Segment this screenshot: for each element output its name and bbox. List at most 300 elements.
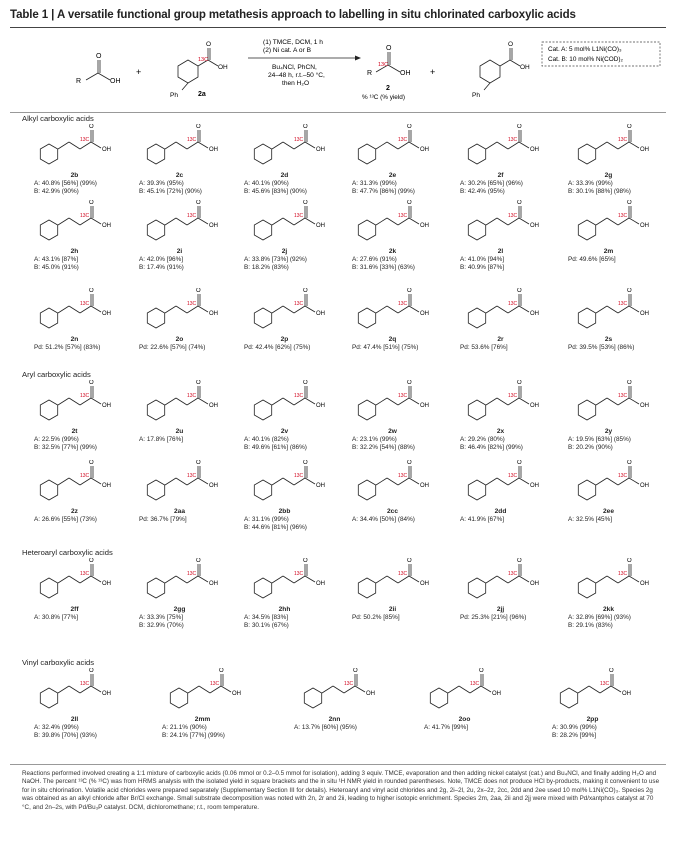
compound-2r — [448, 288, 553, 352]
structure-2k — [343, 200, 443, 248]
svg-text:13C: 13C — [79, 301, 89, 307]
svg-text:O: O — [88, 668, 94, 674]
svg-text:13C: 13C — [397, 393, 407, 399]
compound-2e — [340, 124, 445, 197]
svg-text:13C: 13C — [617, 571, 627, 577]
compound-id: 2p — [280, 336, 289, 343]
svg-text:13C: 13C — [507, 393, 517, 399]
foot-rule — [10, 764, 666, 765]
structure-2cc — [343, 460, 443, 508]
yield-b: B: 49.6% [61%] (86%) — [244, 444, 307, 452]
svg-text:OH: OH — [639, 483, 649, 489]
plus-sign-2: + — [430, 67, 436, 77]
yield-a: A: 40.1% (82%) — [244, 436, 289, 444]
compound-2x — [448, 380, 553, 453]
product-caption: % ¹³C (% yield) — [362, 94, 405, 101]
structure-2jj — [451, 558, 551, 606]
compound-id: 2b — [70, 172, 79, 179]
svg-text:O: O — [88, 124, 94, 130]
compound-2u — [127, 380, 232, 444]
yield-a: A: 30.2% [65%] (96%) — [460, 180, 523, 188]
compound-id: 2hh — [278, 606, 291, 613]
svg-text:13C: 13C — [617, 137, 627, 143]
section-aryl: Aryl carboxylic acids — [22, 370, 91, 379]
compound-id: 2i — [176, 248, 183, 255]
svg-text:13C: 13C — [617, 301, 627, 307]
svg-text:OH: OH — [101, 581, 111, 587]
yield-a: A: 13.7% [60%] (95%) — [294, 724, 357, 732]
yield-a: A: 41.9% [67%] — [460, 516, 505, 524]
svg-text:13C: 13C — [79, 681, 89, 687]
svg-text:OH: OH — [208, 223, 218, 229]
svg-text:OH: OH — [419, 311, 429, 317]
svg-text:O: O — [195, 288, 201, 294]
svg-text:O: O — [88, 558, 94, 564]
svg-text:O: O — [302, 380, 308, 386]
structure-2j — [235, 200, 335, 248]
cat-b: Cat. B: 10 mol% Ni(COD)₂ — [548, 56, 623, 63]
section-alkyl: Alkyl carboxylic acids — [22, 114, 94, 123]
yield-a: A: 32.5% [45%] — [568, 516, 613, 524]
svg-text:13C: 13C — [79, 473, 89, 479]
structure-2gg — [130, 558, 230, 606]
svg-text:O: O — [195, 380, 201, 386]
yield-a: A: 33.3% [75%] — [139, 614, 184, 622]
svg-text:O: O — [218, 668, 224, 674]
compound-2h — [22, 200, 127, 273]
yield-a: A: 19.5% [63%] (85%) — [568, 436, 631, 444]
compound-2l — [448, 200, 553, 273]
compound-2b — [22, 124, 127, 197]
structure-2h — [25, 200, 125, 248]
svg-text:13C: 13C — [186, 571, 196, 577]
svg-text:13C: 13C — [293, 473, 303, 479]
svg-text:OH: OH — [208, 311, 218, 317]
svg-text:OH: OH — [101, 403, 111, 409]
compound-id: 2aa — [173, 508, 185, 515]
structure-2hh — [235, 558, 335, 606]
compound-2s — [556, 288, 661, 352]
compound-id: 2n — [70, 336, 79, 343]
yield-a: A: 26.6% [55%] (73%) — [34, 516, 97, 524]
svg-text:OH: OH — [101, 311, 111, 317]
svg-text:13C: 13C — [397, 213, 407, 219]
yield-a: A: 22.5% (99%) — [34, 436, 79, 444]
svg-text:OH: OH — [101, 691, 111, 697]
yield-a: A: 34.4% [50%] (84%) — [352, 516, 415, 524]
compound-id: 2g — [604, 172, 613, 179]
yield-b: B: 32.5% [77%] (99%) — [34, 444, 97, 452]
svg-text:O: O — [626, 124, 632, 130]
svg-text:13C: 13C — [79, 213, 89, 219]
yield-b: B: 30.1% [88%] (98%) — [568, 188, 631, 196]
yield-a: Pd: 39.5% [53%] (86%) — [568, 344, 635, 352]
compound-2i — [127, 200, 232, 273]
svg-text:OH: OH — [529, 147, 539, 153]
compound-id: 2ee — [602, 508, 614, 515]
yield-a: A: 39.3% (95%) — [139, 180, 184, 188]
structure-2ee — [559, 460, 659, 508]
yield-a: A: 30.8% [77%] — [34, 614, 79, 622]
compound-2o — [127, 288, 232, 352]
yield-b: B: 47.7% [86%] (99%) — [352, 188, 415, 196]
product-id: 2 — [386, 85, 390, 92]
yield-a: A: 31.3% (99%) — [352, 180, 397, 188]
structure-2mm — [153, 668, 253, 716]
svg-text:13C: 13C — [186, 301, 196, 307]
structure-2ff — [25, 558, 125, 606]
yield-a: Pd: 25.3% [21%] (96%) — [460, 614, 527, 622]
yield-a: A: 29.2% (80%) — [460, 436, 505, 444]
svg-text:OH: OH — [639, 581, 649, 587]
reagent-oh: OH — [218, 64, 228, 71]
svg-text:O: O — [302, 558, 308, 564]
svg-text:13C: 13C — [293, 137, 303, 143]
yield-b: B: 31.6% [33%] (63%) — [352, 264, 415, 272]
compound-id: 2pp — [586, 716, 599, 723]
compound-id: 2q — [388, 336, 397, 343]
compound-id: 2dd — [494, 508, 507, 515]
compound-2y — [556, 380, 661, 453]
yield-a: Pd: 42.4% [62%] (75%) — [244, 344, 311, 352]
svg-text:O: O — [88, 460, 94, 466]
svg-text:OH: OH — [315, 403, 325, 409]
svg-text:O: O — [88, 380, 94, 386]
yield-a: A: 31.1% (99%) — [244, 516, 289, 524]
section-vinyl: Vinyl carboxylic acids — [22, 658, 95, 667]
yield-a: Pd: 22.6% [57%] (74%) — [139, 344, 206, 352]
yield-a: A: 17.8% [76%] — [139, 436, 184, 444]
svg-text:O: O — [516, 460, 522, 466]
byproduct — [480, 48, 520, 90]
svg-text:OH: OH — [529, 311, 539, 317]
svg-text:O: O — [302, 460, 308, 466]
svg-text:OH: OH — [529, 223, 539, 229]
compound-2gg — [127, 558, 232, 631]
yield-a: Pd: 50.2% [85%] — [352, 614, 400, 622]
svg-text:OH: OH — [639, 147, 649, 153]
structure-2ii — [343, 558, 443, 606]
compound-id: 2mm — [194, 716, 211, 723]
yield-b: B: 44.6% [81%] (96%) — [244, 524, 307, 532]
yield-b: B: 45.1% [72%] (90%) — [139, 188, 202, 196]
svg-text:13C: 13C — [293, 301, 303, 307]
yield-a: A: 34.5% [83%] — [244, 614, 289, 622]
yield-a: A: 33.3% (99%) — [568, 180, 613, 188]
compound-2ii — [340, 558, 445, 622]
svg-text:O: O — [406, 288, 412, 294]
svg-text:OH: OH — [315, 581, 325, 587]
yield-a: Pd: 51.2% [57%] (83%) — [34, 344, 101, 352]
compound-id: 2k — [388, 248, 397, 255]
structure-2w — [343, 380, 443, 428]
svg-text:13C: 13C — [79, 571, 89, 577]
svg-text:O: O — [406, 200, 412, 206]
yield-a: A: 41.7% [99%] — [424, 724, 469, 732]
svg-text:O: O — [88, 288, 94, 294]
svg-text:O: O — [626, 460, 632, 466]
svg-text:O: O — [516, 124, 522, 130]
section-heteroaryl: Heteroaryl carboxylic acids — [22, 548, 113, 557]
yield-b: B: 18.2% (83%) — [244, 264, 289, 272]
svg-text:OH: OH — [639, 223, 649, 229]
svg-text:O: O — [406, 558, 412, 564]
structure-2kk — [559, 558, 659, 606]
compound-2ee — [556, 460, 661, 524]
svg-text:O: O — [406, 124, 412, 130]
structure-2v — [235, 380, 335, 428]
svg-text:OH: OH — [419, 403, 429, 409]
structure-2bb — [235, 460, 335, 508]
svg-text:OH: OH — [419, 147, 429, 153]
yield-b: B: 42.9% (90%) — [34, 188, 79, 196]
svg-text:OH: OH — [419, 581, 429, 587]
table-title: Table 1 | A versatile functional group metathesis approach to labelling in situ chlorinated carboxylic acids — [10, 9, 576, 21]
yield-a: A: 33.8% [73%] (92%) — [244, 256, 307, 264]
svg-text:OH: OH — [419, 483, 429, 489]
compound-2w — [340, 380, 445, 453]
svg-text:O: O — [626, 288, 632, 294]
yield-a: A: 42.0% [96%] — [139, 256, 184, 264]
product-oh: OH — [400, 70, 411, 77]
compound-2hh — [232, 558, 337, 631]
yield-a: Pd: 53.6% [76%] — [460, 344, 508, 352]
svg-text:13C: 13C — [507, 213, 517, 219]
compound-id: 2s — [604, 336, 613, 343]
yield-b: B: 39.8% [70%] (93%) — [34, 732, 97, 740]
svg-text:13C: 13C — [507, 137, 517, 143]
structure-2n — [25, 288, 125, 336]
structure-2c — [130, 124, 230, 172]
structure-2o — [130, 288, 230, 336]
compound-id: 2w — [388, 428, 397, 435]
byproduct-o: O — [508, 41, 514, 48]
compound-2g — [556, 124, 661, 197]
compound-id: 2v — [280, 428, 289, 435]
svg-text:13C: 13C — [507, 301, 517, 307]
yield-a: Pd: 49.6% [65%] — [568, 256, 616, 264]
svg-text:O: O — [302, 288, 308, 294]
structure-2d — [235, 124, 335, 172]
reactant-oh: OH — [110, 78, 121, 85]
compound-2n — [22, 288, 127, 352]
svg-text:OH: OH — [315, 147, 325, 153]
structure-2i — [130, 200, 230, 248]
structure-2e — [343, 124, 443, 172]
svg-text:OH: OH — [208, 483, 218, 489]
svg-text:O: O — [478, 668, 484, 674]
reagent-2a — [178, 48, 218, 90]
yield-a: A: 30.9% (99%) — [552, 724, 597, 732]
yield-b: B: 30.1% (67%) — [244, 622, 289, 630]
compound-2j — [232, 200, 337, 273]
svg-text:O: O — [195, 124, 201, 130]
reactant-o: O — [96, 53, 102, 60]
reactant-r: R — [76, 78, 82, 85]
structure-2u — [130, 380, 230, 428]
svg-text:13C: 13C — [397, 473, 407, 479]
reagent-id: 2a — [198, 91, 206, 98]
svg-text:OH: OH — [101, 483, 111, 489]
compound-2ff — [22, 558, 127, 622]
structure-2m — [559, 200, 659, 248]
compound-id: 2o — [175, 336, 184, 343]
svg-text:OH: OH — [208, 403, 218, 409]
svg-text:13C: 13C — [79, 137, 89, 143]
yield-a: A: 32.8% [69%] (93%) — [568, 614, 631, 622]
compound-2pp — [540, 668, 645, 741]
compound-id: 2h — [70, 248, 79, 255]
svg-text:O: O — [195, 460, 201, 466]
yield-a: A: 23.1% (99%) — [352, 436, 397, 444]
structure-2g — [559, 124, 659, 172]
structure-2l — [451, 200, 551, 248]
yield-b: B: 24.1% [77%] (99%) — [162, 732, 225, 740]
svg-text:13C: 13C — [617, 393, 627, 399]
yield-b: B: 40.9% [87%] — [460, 264, 505, 272]
yield-b: B: 17.4% (91%) — [139, 264, 184, 272]
compound-2k — [340, 200, 445, 273]
compound-id: 2c — [175, 172, 184, 179]
compound-2kk — [556, 558, 661, 631]
svg-text:13C: 13C — [293, 571, 303, 577]
svg-text:OH: OH — [491, 691, 501, 697]
svg-text:OH: OH — [315, 311, 325, 317]
cat-a: Cat. A: 5 mol% L1Ni(CO)₃ — [548, 46, 622, 53]
compound-2q — [340, 288, 445, 352]
yield-a: A: 43.1% [87%] — [34, 256, 79, 264]
yield-a: Pd: 36.7% [79%] — [139, 516, 187, 524]
structure-2y — [559, 380, 659, 428]
svg-text:OH: OH — [419, 223, 429, 229]
product-13c: 13C — [378, 62, 389, 68]
cond-2: (2) Ni cat. A or B — [263, 47, 312, 54]
byproduct-ph: Ph — [472, 92, 480, 99]
svg-text:OH: OH — [315, 223, 325, 229]
compound-id: 2u — [175, 428, 184, 435]
compound-id: 2ii — [388, 606, 397, 613]
svg-text:13C: 13C — [186, 213, 196, 219]
yield-b: B: 45.6% [83%] (90%) — [244, 188, 307, 196]
yield-b: B: 29.1% (83%) — [568, 622, 613, 630]
svg-text:OH: OH — [208, 581, 218, 587]
compound-2d — [232, 124, 337, 197]
svg-text:O: O — [406, 460, 412, 466]
compound-id: 2r — [497, 336, 504, 343]
compound-id: 2oo — [458, 716, 471, 723]
scheme-rule — [10, 112, 666, 113]
yield-a: A: 21.1% (90%) — [162, 724, 207, 732]
compound-id: 2gg — [173, 606, 186, 613]
yield-a: A: 40.1% (90%) — [244, 180, 289, 188]
svg-text:OH: OH — [365, 691, 375, 697]
reaction-scheme — [10, 30, 666, 110]
plus-sign-1: + — [136, 67, 142, 77]
compound-2bb — [232, 460, 337, 533]
structure-2oo — [415, 668, 515, 716]
svg-text:O: O — [626, 200, 632, 206]
yield-a: A: 32.4% (99%) — [34, 724, 79, 732]
compound-id: 2ll — [70, 716, 79, 723]
svg-text:13C: 13C — [599, 681, 609, 687]
compound-id: 2z — [71, 508, 78, 515]
svg-text:OH: OH — [101, 223, 111, 229]
svg-text:OH: OH — [208, 147, 218, 153]
svg-text:13C: 13C — [507, 571, 517, 577]
footnote: Reactions performed involved creating a 1:1 mixture of carboxylic acids (0.06 mmol or 0.2–0.5 mmol for isolation), adding 3 equiv. TMCE, evaporation and then adding nickel catalyst (cat.) and Bu₄NCl, and finally adding H₂O and NaOH. The percent ¹³C (% ¹³C) was from HRMS analysis with the isolated yield in square brackets and the in situ ¹H NMR yield in rounded parentheses. Note, TMCE does not produce HCl by-products, making it convenient to use for in situ chlorination. Volatile acid chlorides were prepared separately (Supplementary Section III for details). Heteroaryl and vinyl acid chlorides and 2g, 2i–2l, 2u, 2x–2z, 2cc, 2dd and 2ee used 10 mol% L1Ni(CO)₃. Species 2g was obtained as an alkyl chloride after Br/Cl exchange. Small substrate decomposition was noted with 2n, 2r and 2ii, leading to higher isotopic enrichment. Species 2m, 2aa, 2ii and 2jj were mixed with Pd/xantphos catalyst at 70 °C, and 2n–2s, with Pd/Bu₃P catalyst. DCM, dichloromethane; r.t., room temperature. — [22, 770, 660, 811]
svg-text:13C: 13C — [397, 301, 407, 307]
structure-2b — [25, 124, 125, 172]
structure-2z — [25, 460, 125, 508]
svg-text:13C: 13C — [617, 473, 627, 479]
yield-b: B: 28.2% [99%] — [552, 732, 597, 740]
structure-2f — [451, 124, 551, 172]
compound-id: 2t — [71, 428, 78, 435]
structure-2q — [343, 288, 443, 336]
svg-text:13C: 13C — [617, 213, 627, 219]
compound-id: 2ff — [70, 606, 79, 613]
svg-text:OH: OH — [529, 581, 539, 587]
compound-id: 2j — [281, 248, 288, 255]
cond-5: then H₂O — [282, 80, 310, 87]
yield-b: B: 32.9% (70%) — [139, 622, 184, 630]
compound-2mm — [150, 668, 255, 741]
svg-text:O: O — [516, 380, 522, 386]
compound-id: 2e — [388, 172, 397, 179]
yield-a: Pd: 47.4% [51%] (75%) — [352, 344, 419, 352]
svg-text:O: O — [406, 380, 412, 386]
svg-text:13C: 13C — [293, 213, 303, 219]
svg-text:13C: 13C — [469, 681, 479, 687]
title-rule — [10, 27, 666, 28]
svg-text:O: O — [608, 668, 614, 674]
compound-id: 2jj — [496, 606, 505, 613]
reagent-ph: Ph — [170, 92, 178, 99]
cond-3: Bu₄NCl, PhCN, — [272, 64, 317, 71]
svg-text:O: O — [88, 200, 94, 206]
svg-text:O: O — [195, 558, 201, 564]
yield-a: A: 41.0% [94%] — [460, 256, 505, 264]
reactant-acid — [86, 60, 110, 80]
compound-2z — [22, 460, 127, 524]
reagent-13c: 13C — [198, 57, 209, 63]
structure-2t — [25, 380, 125, 428]
compound-2f — [448, 124, 553, 197]
compound-2c — [127, 124, 232, 197]
svg-text:13C: 13C — [343, 681, 353, 687]
compound-2jj — [448, 558, 553, 622]
yield-a: A: 27.6% (91%) — [352, 256, 397, 264]
compound-id: 2d — [280, 172, 289, 179]
compound-id: 2nn — [328, 716, 341, 723]
compound-2m — [556, 200, 661, 264]
compound-2v — [232, 380, 337, 453]
structure-2aa — [130, 460, 230, 508]
compound-id: 2f — [497, 172, 504, 179]
structure-2s — [559, 288, 659, 336]
compound-2t — [22, 380, 127, 453]
svg-text:O: O — [626, 558, 632, 564]
reagent-o: O — [206, 41, 212, 48]
svg-text:OH: OH — [621, 691, 631, 697]
svg-text:O: O — [516, 288, 522, 294]
structure-2nn — [285, 668, 385, 716]
svg-text:O: O — [516, 558, 522, 564]
product-o: O — [386, 45, 392, 52]
svg-text:13C: 13C — [397, 137, 407, 143]
compound-2ll — [22, 668, 127, 741]
compound-id: 2cc — [386, 508, 398, 515]
